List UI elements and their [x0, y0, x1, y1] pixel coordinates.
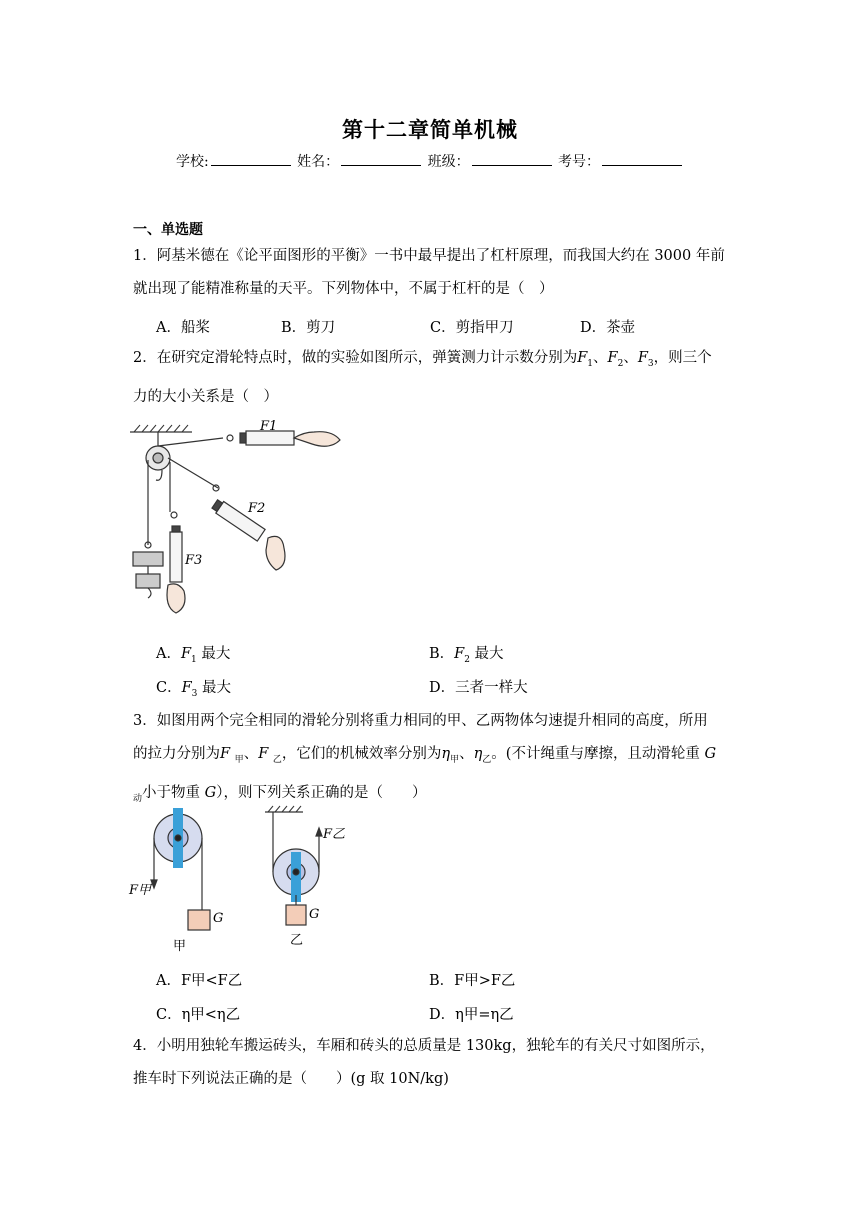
question-3 [133, 705, 743, 816]
name-blank[interactable] [341, 152, 421, 166]
q2-text-a: 2．在研究定滑轮特点时，做的实验如图所示，弹簧测力计示数分别为 [133, 350, 578, 366]
question-4 [133, 1030, 743, 1096]
school-label: 学校: [175, 154, 209, 170]
label-jia: 甲 [173, 939, 187, 954]
label-f2: F2 [248, 501, 266, 516]
question-1 [133, 240, 733, 306]
page-title: 第十二章简单机械 [342, 117, 518, 142]
question-3-line-3: $_动$小于物重 G），则下列关系正确的是（ ） [133, 784, 427, 804]
q3-text-c: 。(不计绳重与摩擦，且动滑轮重 [491, 746, 700, 762]
q3-text-b: ，它们的机械效率分别为 [281, 746, 442, 762]
school-blank[interactable] [211, 152, 291, 166]
q2-fixed-pulley-figure [128, 420, 358, 630]
section-heading: 一、单选题 [133, 222, 203, 238]
q2-option-b[interactable]: B．$F_2$ 最大 [429, 646, 504, 665]
q3-option-b[interactable]: B．F甲>F乙 [429, 973, 516, 989]
q3-text-d: 小于物重 [142, 784, 201, 801]
question-1-line-1: 1．阿基米德在《论平面图形的平衡》一书中最早提出了杠杆原理，而我国大约在 3000 年前 [133, 248, 725, 264]
q3-option-a[interactable]: A．F甲<F乙 [156, 973, 243, 989]
label-f-yi: F乙 [323, 827, 346, 842]
class-label: 班级： [427, 154, 470, 170]
q3-pulley-figure [125, 802, 365, 962]
label-g-right: G [309, 907, 320, 922]
q1-option-b[interactable]: B．剪刀 [281, 320, 336, 336]
question-2-line-1: 2．在研究定滑轮特点时，做的实验如图所示，弹簧测力计示数分别为$F_1$、$F_2$、$F_3$，则三个 [133, 350, 712, 369]
name-label: 姓名： [297, 154, 340, 170]
label-yi: 乙 [290, 933, 304, 948]
exam-number-blank[interactable] [602, 152, 682, 166]
label-f1: F1 [260, 420, 278, 434]
q3-option-c[interactable]: C．η甲<η乙 [156, 1007, 241, 1023]
question-1-line-2: 就出现了能精准称量的天平。下列物体中，不属于杠杆的是（ ） [133, 281, 554, 297]
label-f3: F3 [185, 553, 203, 568]
q3-option-d[interactable]: D．η甲=η乙 [429, 1007, 514, 1023]
q1-option-a[interactable]: A．船桨 [156, 320, 210, 336]
question-4-line-2: 推车时下列说法正确的是（ ）(g 取 10N/kg) [133, 1071, 449, 1087]
exam-number-label: 考号： [558, 154, 601, 170]
question-2-line-2: 力的大小关系是（ ） [133, 388, 278, 405]
class-blank[interactable] [472, 152, 552, 166]
student-info-line [0, 151, 860, 171]
question-2 [133, 342, 743, 414]
q1-option-d[interactable]: D．茶壶 [580, 320, 636, 336]
q3-text-e: ），则下列关系正确的是（ ） [216, 784, 427, 801]
q2-option-d[interactable]: D．三者一样大 [429, 680, 528, 696]
question-3-line-2: 的拉力分别为F $_甲$、F $_乙$，它们的机械效率分别为$\eta_甲$、$\eta_乙$。(不计绳重与摩擦，且动滑轮重 G [133, 746, 717, 765]
q2-option-c[interactable]: C．$F_3$ 最大 [156, 680, 232, 699]
q2-option-a[interactable]: A．$F_1$ 最大 [156, 646, 231, 665]
question-3-line-1: 3．如图用两个完全相同的滑轮分别将重力相同的甲、乙两物体匀速提升相同的高度，所用 [133, 713, 708, 729]
label-f-jia: F甲 [129, 883, 152, 898]
q2-text-b: ，则三个 [653, 350, 712, 366]
label-g-left: G [213, 911, 224, 926]
question-4-line-1: 4．小明用独轮车搬运砖头，车厢和砖头的总质量是 130kg，独轮车的有关尺寸如图所示， [133, 1038, 715, 1054]
q3-text-a: 的拉力分别为 [133, 746, 220, 762]
q1-option-c[interactable]: C．剪指甲刀 [430, 320, 514, 336]
